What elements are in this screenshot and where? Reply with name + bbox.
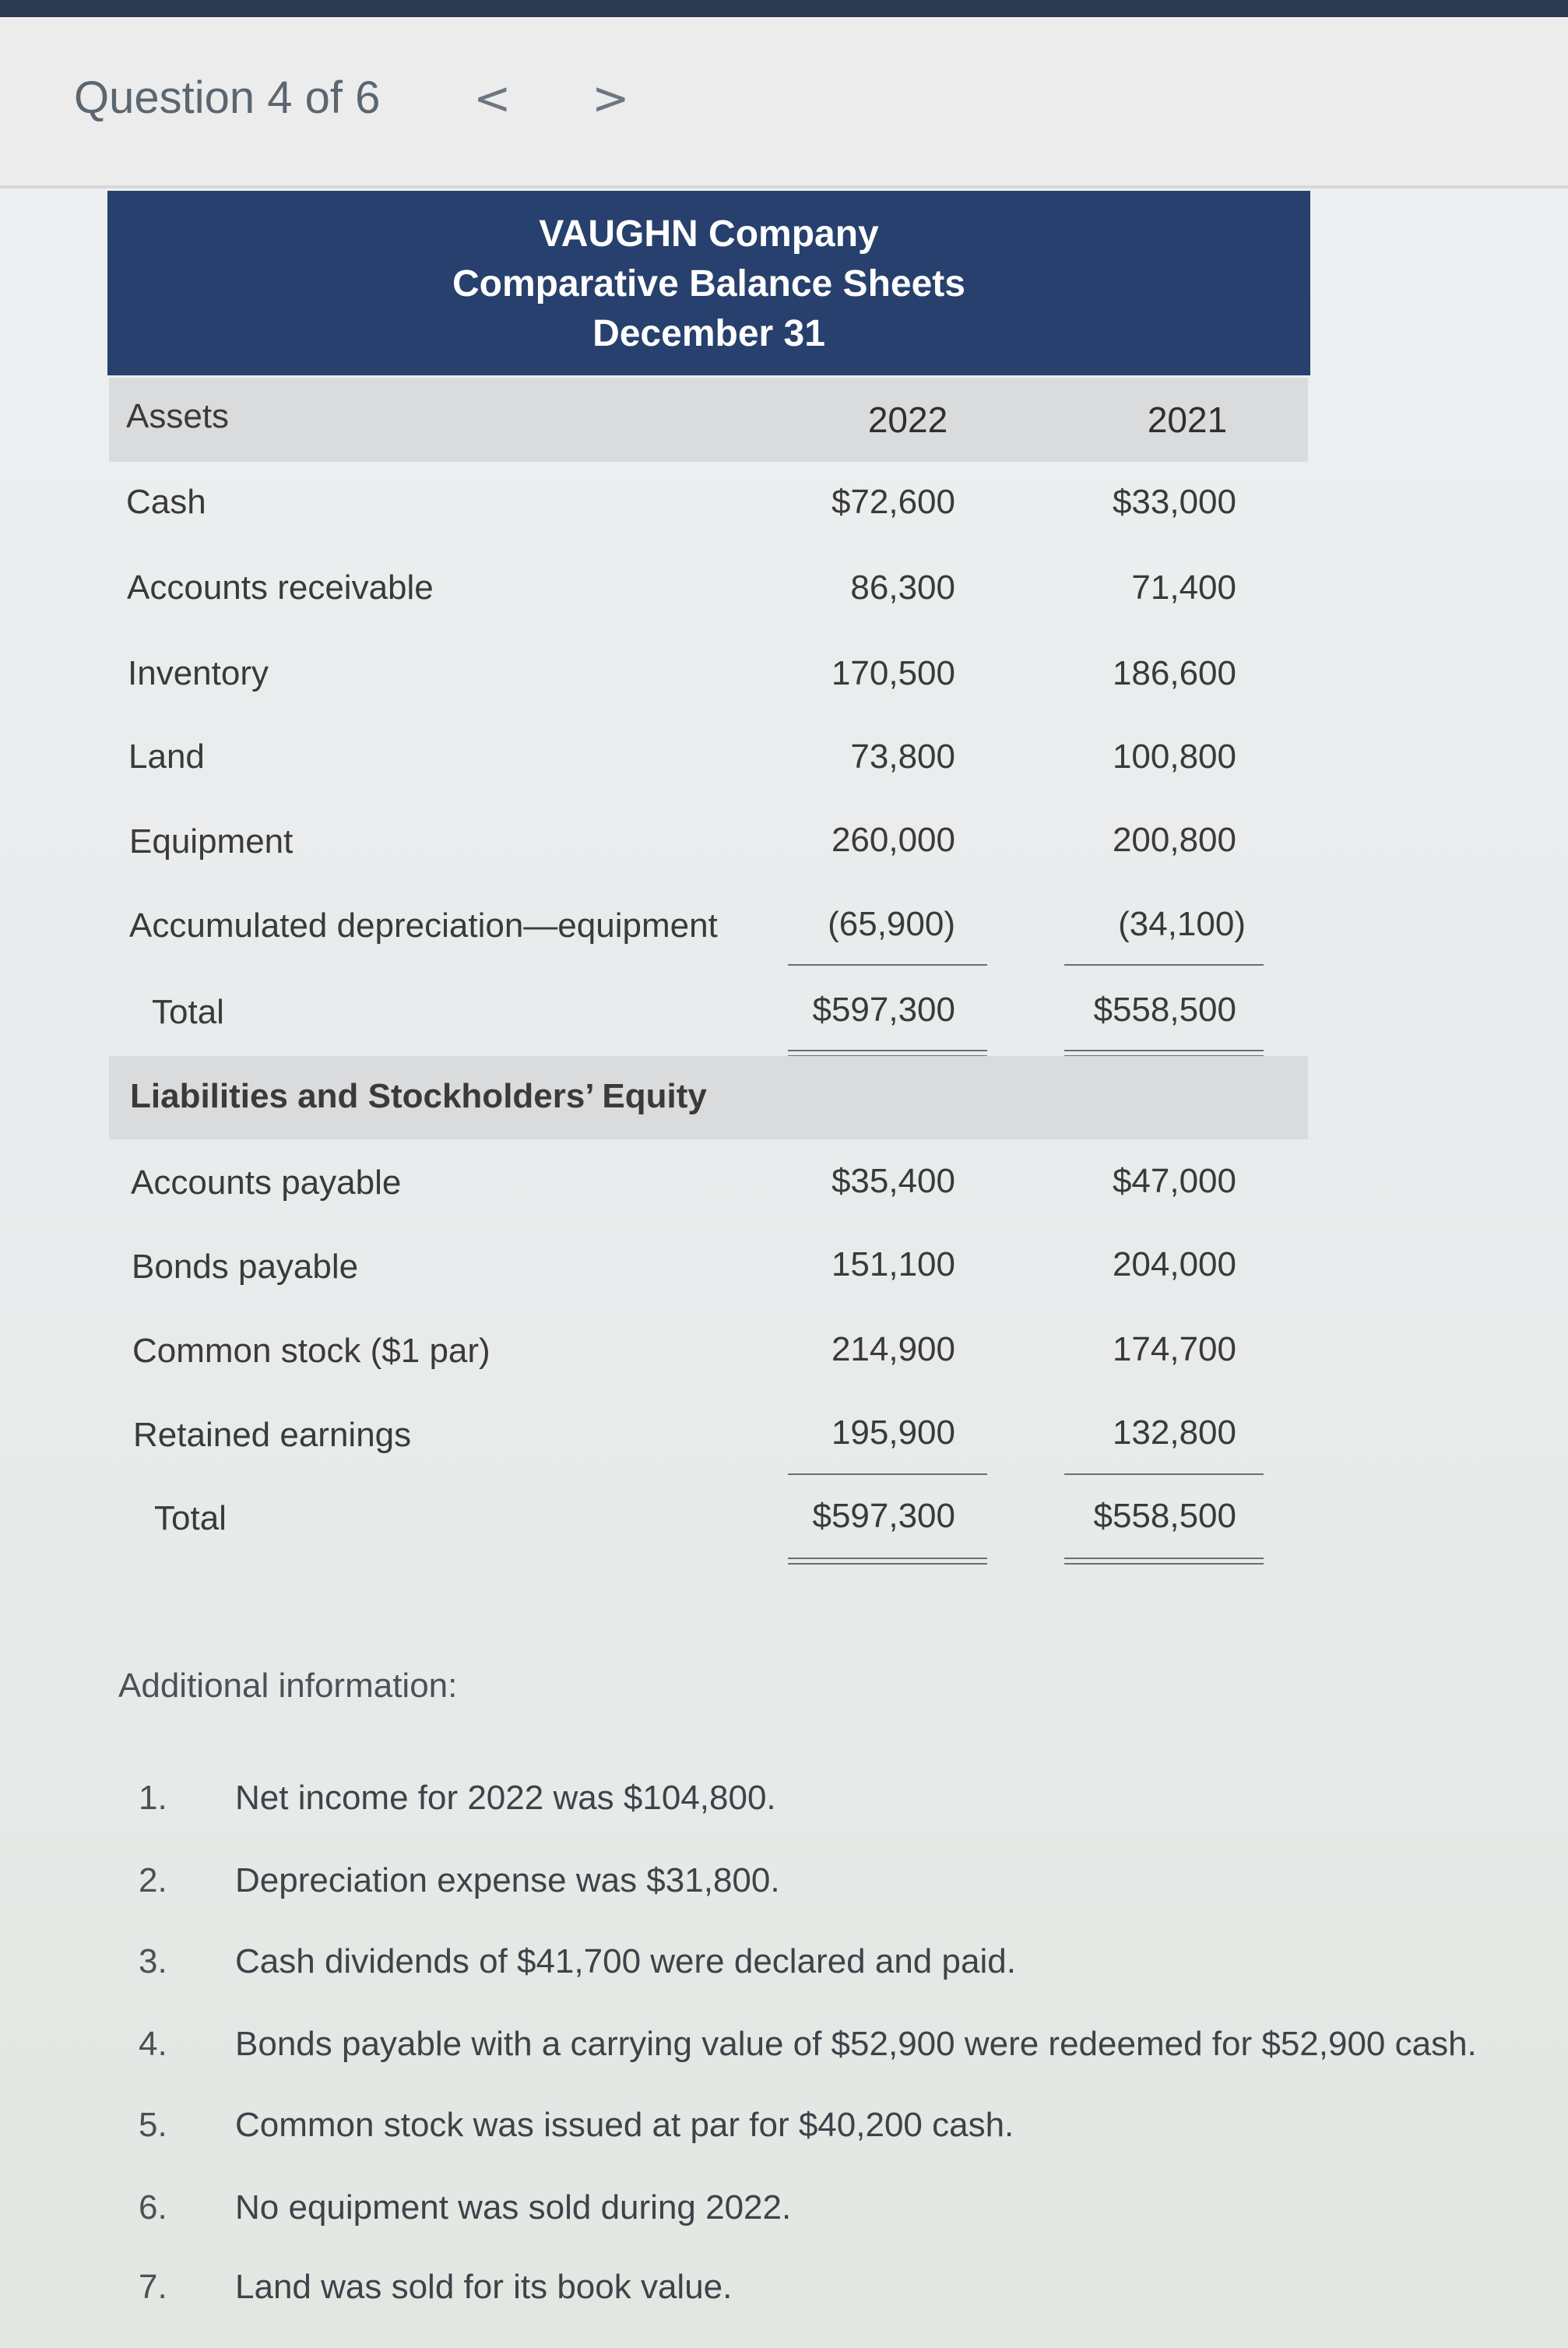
list-item: Cash dividends of $41,700 were declared and paid. <box>235 1942 1016 1980</box>
liab-total-double-rule-2022-b <box>788 1563 987 1565</box>
liab-total-double-rule-2022-a <box>788 1558 987 1559</box>
liab-total-double-rule-2021-a <box>1064 1558 1264 1559</box>
row-label-accounts-receivable: Accounts receivable <box>127 569 434 607</box>
row-label-accumulated-depreciation: Accumulated depreciation—equipment <box>129 906 718 945</box>
subtotal-rule-2022 <box>788 964 987 966</box>
liab-subtotal-rule-2022 <box>788 1473 987 1475</box>
liabilities-total-2022: $597,300 <box>812 1497 955 1535</box>
company-name: VAUGHN Company <box>539 213 879 255</box>
statement-title: Comparative Balance Sheets <box>452 263 965 305</box>
chevron-right-icon[interactable]: > <box>592 72 630 125</box>
list-item-number: 3. <box>139 1942 167 1980</box>
list-item: Common stock was issued at par for $40,200 cash. <box>235 2106 1014 2144</box>
cell-accum-dep-2022: (65,900) <box>828 905 955 943</box>
chevron-left-icon[interactable]: < <box>473 72 512 125</box>
list-item: Bonds payable with a carrying value of $52,900 were redeemed for $52,900 cash. <box>235 2025 1477 2063</box>
list-item-number: 5. <box>139 2106 167 2144</box>
list-item-number: 6. <box>139 2188 167 2227</box>
question-label: Question 4 of 6 <box>74 72 381 123</box>
cell-common-2022: 214,900 <box>831 1330 955 1368</box>
cell-cash-2021: $33,000 <box>1112 483 1236 521</box>
list-item-number: 1. <box>139 1779 167 1817</box>
total-double-rule-2021-a <box>1064 1050 1264 1051</box>
list-item: No equipment was sold during 2022. <box>235 2188 792 2227</box>
cell-re-2022: 195,900 <box>831 1413 955 1452</box>
row-label-land: Land <box>128 737 205 776</box>
cell-bonds-2022: 151,100 <box>831 1245 955 1283</box>
row-label-retained-earnings: Retained earnings <box>133 1416 412 1454</box>
list-item-number: 4. <box>139 2025 167 2063</box>
statement-date: December 31 <box>592 313 825 354</box>
row-label-accounts-payable: Accounts payable <box>131 1163 402 1202</box>
cell-land-2022: 73,800 <box>850 737 955 776</box>
row-label-bonds-payable: Bonds payable <box>132 1248 359 1286</box>
cell-common-2021: 174,700 <box>1112 1330 1236 1368</box>
cell-ap-2021: $47,000 <box>1112 1162 1236 1200</box>
cell-ar-2022: 86,300 <box>850 569 955 607</box>
additional-info-title: Additional information: <box>118 1667 458 1705</box>
total-double-rule-2022-a <box>788 1050 987 1051</box>
list-item-number: 7. <box>139 2268 167 2306</box>
liabilities-total-2021: $558,500 <box>1093 1497 1236 1535</box>
row-label-inventory: Inventory <box>128 654 269 692</box>
list-item: Land was sold for its book value. <box>235 2268 733 2306</box>
row-label-cash: Cash <box>126 483 206 521</box>
cell-inventory-2022: 170,500 <box>831 654 955 692</box>
cell-inventory-2021: 186,600 <box>1112 654 1236 692</box>
statement-title-block <box>107 191 1310 375</box>
assets-total-2022: $597,300 <box>812 991 955 1029</box>
cell-bonds-2021: 204,000 <box>1112 1245 1236 1283</box>
assets-total-label: Total <box>152 993 224 1031</box>
liabilities-header: Liabilities and Stockholders’ Equity <box>130 1077 707 1115</box>
cell-ar-2021: 71,400 <box>1131 569 1236 607</box>
liab-total-double-rule-2021-b <box>1064 1563 1264 1565</box>
cell-accum-dep-2021: (34,100) <box>1118 905 1246 943</box>
assets-total-2021: $558,500 <box>1093 991 1236 1029</box>
cell-re-2021: 132,800 <box>1112 1413 1236 1452</box>
row-label-common-stock: Common stock ($1 par) <box>132 1332 490 1370</box>
year-header-2021: 2021 <box>1147 400 1228 440</box>
list-item: Depreciation expense was $31,800. <box>235 1861 780 1899</box>
row-label-equipment: Equipment <box>129 822 294 861</box>
question-header <box>0 17 1568 188</box>
list-item: Net income for 2022 was $104,800. <box>235 1779 776 1817</box>
cell-ap-2022: $35,400 <box>831 1162 955 1200</box>
list-item-number: 2. <box>139 1861 167 1899</box>
liabilities-total-label: Total <box>154 1499 227 1537</box>
assets-header: Assets <box>126 397 230 435</box>
cell-equipment-2022: 260,000 <box>831 821 955 859</box>
top-strip <box>0 0 1568 17</box>
year-header-2022: 2022 <box>867 400 948 440</box>
cell-cash-2022: $72,600 <box>831 483 955 521</box>
cell-land-2021: 100,800 <box>1112 737 1236 776</box>
cell-equipment-2021: 200,800 <box>1112 821 1236 859</box>
liab-subtotal-rule-2021 <box>1064 1473 1264 1475</box>
subtotal-rule-2021 <box>1064 964 1264 966</box>
